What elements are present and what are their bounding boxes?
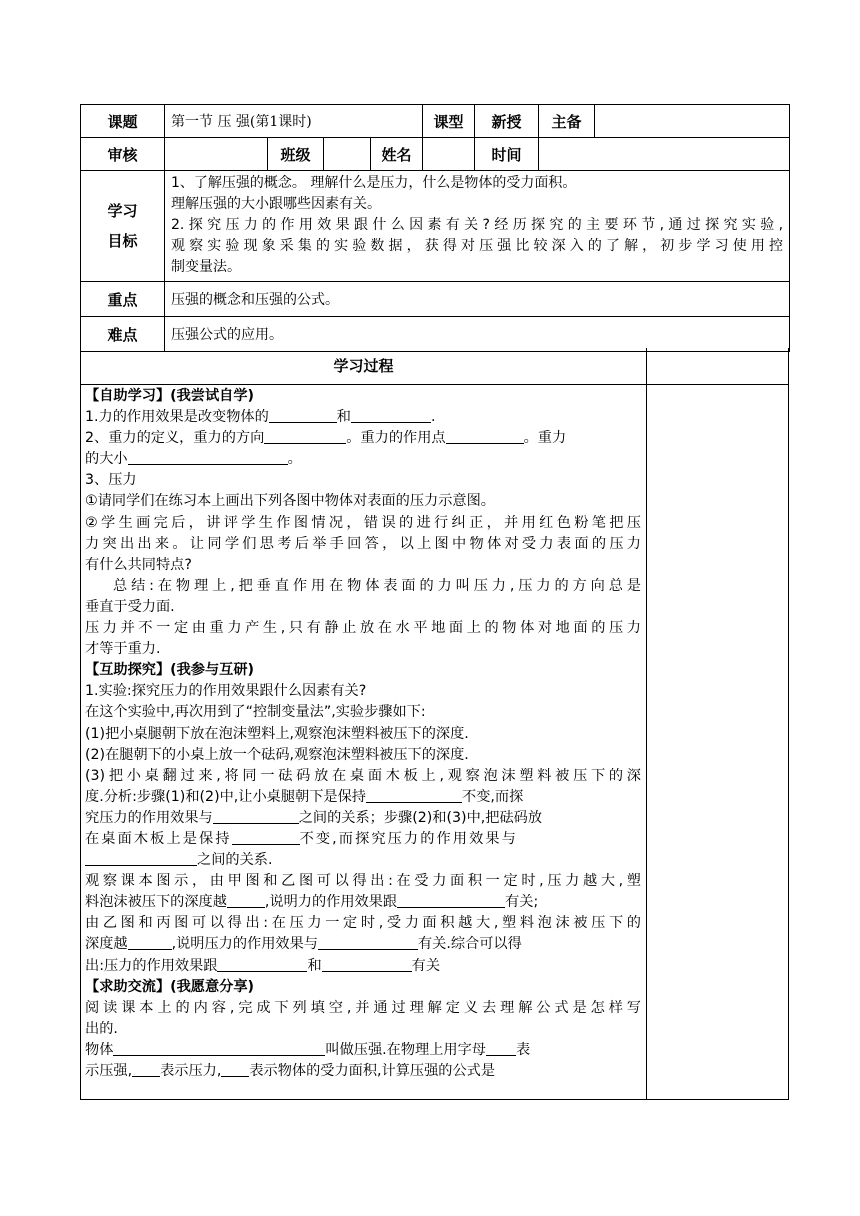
self-q3: 3、压力: [85, 472, 137, 489]
help-exchange-heading: 【求助交流】(我愿意分享): [85, 978, 255, 995]
analysis-line: 度.分析:步骤(1)和(2)中,让小桌腿朝下是保持 不变,而探: [85, 788, 524, 805]
fill-blank[interactable]: [217, 957, 307, 972]
class-value: [324, 138, 371, 171]
fill-blank[interactable]: [446, 429, 524, 444]
self-q3-item2: 有什么共同特点?: [85, 556, 192, 573]
goal-label: 学习 目标: [81, 171, 165, 282]
time-value: [539, 138, 790, 171]
fill-blank[interactable]: [366, 788, 462, 803]
topic-value: 第一节 压 强(第1课时): [165, 105, 423, 138]
analysis-line: 究压力的作用效果与 之间的关系；步骤(2)和(3)中,把砝码放: [85, 809, 543, 826]
goal-content: [165, 171, 790, 282]
goal-row: [81, 171, 790, 282]
help-text: 物体 叫做压强.在物理上用字母 表: [85, 1041, 531, 1058]
goal-line: 制变量法。: [171, 259, 241, 275]
learning-process-section: [80, 348, 789, 1100]
observation-line: 料泡沫被压下的深度越 ,说明力的作用效果跟 有关;: [85, 894, 539, 911]
key-value: 压强的概念和压强的公式。: [165, 282, 790, 317]
process-title-row: [81, 348, 646, 385]
observation-line: 出:压力的作用效果跟 和 有关: [85, 957, 441, 974]
fill-blank[interactable]: [227, 893, 265, 908]
summary-text: 压力并不一定由重力产生,只有静止放在水平地面上的物体对地面的压力: [85, 620, 641, 637]
time-label: 时间: [475, 138, 539, 171]
process-body: [85, 386, 641, 1082]
goal-line: 1、了解压强的概念。 理解什么是压力，什么是物体的受力面积。: [171, 175, 577, 191]
summary-text: 总结:在物理上,把垂直作用在物体表面的力叫压力,压力的方向总是: [113, 577, 641, 594]
fill-blank[interactable]: [128, 450, 288, 465]
topic-row: [81, 105, 790, 138]
name-label: 姓名: [371, 138, 423, 171]
topic-label: 课题: [81, 105, 165, 138]
difficult-value: 压强公式的应用。: [165, 317, 790, 352]
help-text: 示压强, 表示压力, 表示物体的受力面积,计算压强的公式是: [85, 1063, 496, 1079]
fill-blank[interactable]: [397, 893, 505, 908]
lesson-header-table: [80, 104, 790, 352]
observation-line: 观察课本图示，由甲图和乙图可以得出:在受力面积一定时,压力越大,塑: [85, 873, 641, 890]
analysis-line: 在桌面木板上是保持 不变,而探究压力的作用效果与: [85, 830, 518, 847]
fill-blank[interactable]: [269, 408, 337, 423]
self-study-heading: 【自助学习】(我尝试自学): [85, 388, 255, 404]
help-text: 出的.: [85, 1020, 118, 1037]
fill-blank[interactable]: [486, 1041, 516, 1056]
class-label: 班级: [268, 138, 324, 171]
process-title: 学习过程: [333, 357, 394, 375]
fill-blank[interactable]: [232, 830, 300, 845]
self-q3-item2: 力突出出来。让同学们思考后举手回答，以上图中物体对受力表面的压力: [85, 535, 641, 552]
experiment-text: 1.实验:探究压力的作用效果跟什么因素有关?: [85, 683, 367, 700]
observation-line: 深度越 ,说明压力的作用效果与 有关.综合可以得: [85, 936, 522, 953]
name-value: [423, 138, 475, 171]
self-q2-cont: 的大小 。: [85, 451, 302, 468]
lead-label: 主备: [539, 105, 595, 138]
review-label: 审核: [81, 138, 165, 171]
type-value: 新授: [475, 105, 539, 138]
fill-blank[interactable]: [213, 809, 299, 824]
fill-blank[interactable]: [351, 408, 431, 423]
summary-text: 垂直于受力面.: [85, 598, 175, 615]
summary-text: 才等于重力.: [85, 641, 161, 658]
fill-blank[interactable]: [85, 851, 197, 866]
fill-blank[interactable]: [221, 1062, 249, 1077]
goal-line: 2.探究压力的作用效果跟什么因素有关?经历探究的主要环节,通过探究实验,: [171, 217, 784, 233]
fill-blank[interactable]: [132, 1062, 160, 1077]
key-label: 重点: [81, 282, 165, 317]
experiment-step: (2)在腿朝下的小桌上放一个砝码,观察泡沫塑料被压下的深度.: [85, 746, 469, 763]
review-row: [81, 138, 790, 171]
experiment-text: 在这个实验中,再次用到了“控制变量法”,实验步骤如下:: [85, 704, 426, 721]
difficult-row: [81, 317, 790, 352]
experiment-step: (3)把小桌翻过来,将同一砝码放在桌面木板上,观察泡沫塑料被压下的深: [85, 767, 641, 784]
key-row: [81, 282, 790, 317]
fill-blank[interactable]: [128, 935, 172, 950]
lead-value: [595, 105, 790, 138]
observation-line: 由乙图和丙图可以得出:在压力一定时,受力面积越大,塑料泡沫被压下的: [85, 915, 641, 932]
help-text: 阅读课本上的内容,完成下列填空,并通过理解定义去理解公式是怎样写: [85, 999, 641, 1016]
mutual-study-heading: 【互助探究】(我参与互研): [85, 662, 255, 679]
process-content-cell: [81, 348, 647, 1099]
self-q3-item1: ①请同学们在练习本上画出下列各图中物体对表面的压力示意图。: [85, 493, 495, 510]
self-q2: 2、重力的定义，重力的方向 。重力的作用点 。重力: [85, 430, 567, 447]
goal-line: 理解压强的大小跟哪些因素有关。: [171, 196, 381, 212]
notes-column-header: [646, 348, 789, 385]
review-value: [165, 138, 268, 171]
self-q3-item2: ②学生画完后，讲评学生作图情况，错误的进行纠正，并用红色粉笔把压: [85, 514, 641, 531]
difficult-label: 难点: [81, 317, 165, 352]
experiment-step: (1)把小桌腿朝下放在泡沫塑料上,观察泡沫塑料被压下的深度.: [85, 725, 469, 742]
fill-blank[interactable]: [113, 1041, 325, 1056]
goal-line: 观察实验现象采集的实验数据，获得对压强比较深入的了解，初步学习使用控: [171, 238, 784, 254]
analysis-line: 之间的关系.: [85, 850, 641, 871]
fill-blank[interactable]: [318, 935, 418, 950]
fill-blank[interactable]: [322, 957, 412, 972]
type-label: 课型: [423, 105, 475, 138]
fill-blank[interactable]: [264, 429, 346, 444]
self-q1: 1.力的作用效果是改变物体的 和 .: [85, 409, 436, 426]
